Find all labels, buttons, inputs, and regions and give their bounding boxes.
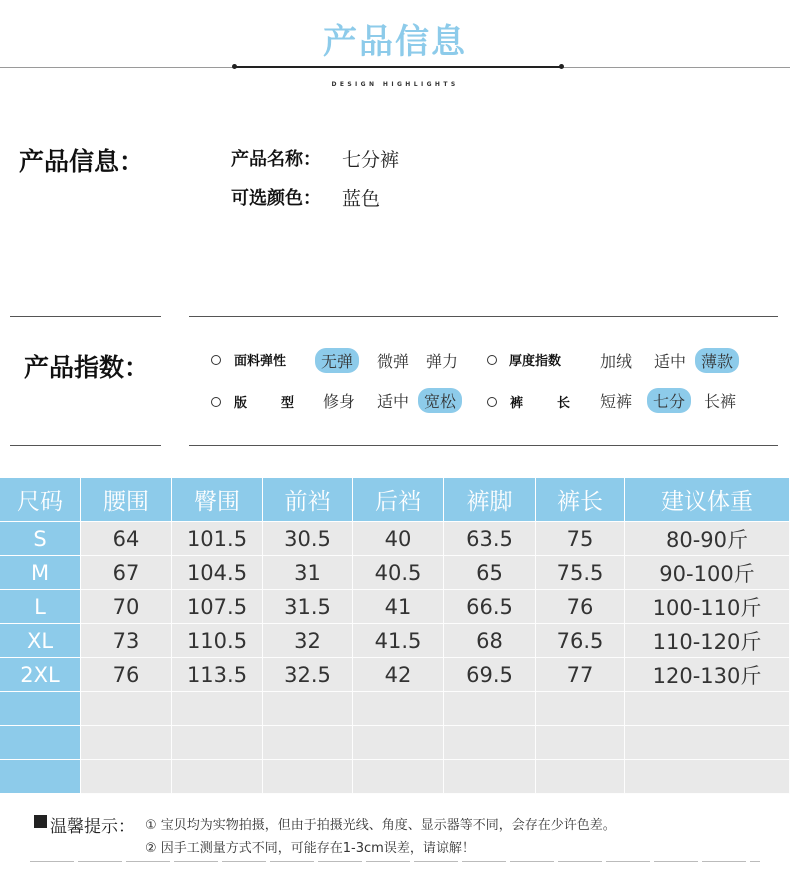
table-header-length: 裤长 (536, 478, 625, 522)
table-header-size: 尺码 (0, 478, 81, 522)
table-cell: 32 (263, 624, 353, 658)
table-cell: 40.5 (353, 556, 444, 590)
table-empty-cell (263, 726, 353, 760)
table-empty-cell (625, 726, 790, 760)
fit-label-char-2: 型 (281, 396, 295, 411)
tip-line-2: ② 因手工测量方式不同，可能存在1-3cm误差，请谅解！ (145, 841, 475, 856)
table-empty-cell (81, 726, 172, 760)
indices-section-title: 产品指数： (24, 353, 150, 382)
table-cell: 104.5 (172, 556, 263, 590)
table-size-cell: M (0, 556, 81, 590)
table-empty-cell (536, 760, 625, 794)
table-size-cell: XL (0, 624, 81, 658)
table-cell: 42 (353, 658, 444, 692)
table-empty-cell (353, 760, 444, 794)
table-empty-cell (263, 760, 353, 794)
table-size-cell: L (0, 590, 81, 624)
tip-square-icon (34, 815, 47, 828)
table-empty-cell (353, 692, 444, 726)
header-accent-bar (234, 66, 562, 68)
length-label-char-1: 裤 (510, 396, 524, 411)
table-empty-cell (353, 726, 444, 760)
color-label: 可选颜色： (231, 188, 321, 209)
table-empty-cell (0, 760, 81, 794)
table-empty-cell (444, 726, 536, 760)
bullet-circle-icon (211, 397, 221, 407)
elasticity-option-stretch: 弹力 (426, 352, 459, 371)
fit-label-char-1: 版 (234, 396, 248, 411)
table-cell: 77 (536, 658, 625, 692)
page-title: 产品信息 (323, 22, 467, 62)
elasticity-label: 面料弹性 (234, 354, 287, 369)
table-cell: 70 (81, 590, 172, 624)
length-option-long: 长裤 (704, 392, 737, 411)
thickness-option-medium: 适中 (654, 352, 687, 371)
table-cell: 76 (536, 590, 625, 624)
thickness-option-fleece: 加绒 (600, 352, 633, 371)
table-empty-cell (625, 760, 790, 794)
table-cell: 41 (353, 590, 444, 624)
table-cell: 75 (536, 522, 625, 556)
table-cell: 75.5 (536, 556, 625, 590)
table-cell: 64 (81, 522, 172, 556)
info-section-title: 产品信息： (19, 147, 145, 176)
table-cell: 100-110斤 (625, 590, 790, 624)
table-empty-cell (172, 692, 263, 726)
tip-line-1: ① 宝贝均为实物拍摄，但由于拍摄光线、角度、显示器等不同，会存在少许色差。 (145, 818, 616, 833)
table-cell: 63.5 (444, 522, 536, 556)
bullet-circle-icon (211, 355, 221, 365)
table-empty-cell (81, 692, 172, 726)
product-name-value: 七分裤 (342, 149, 400, 171)
fit-option-slim: 修身 (323, 392, 356, 411)
length-option-cropped: 七分 (647, 388, 691, 413)
header-bar-dot-left (232, 64, 237, 69)
table-cell: 120-130斤 (625, 658, 790, 692)
fit-option-loose: 宽松 (418, 388, 462, 413)
table-cell: 66.5 (444, 590, 536, 624)
table-empty-cell (536, 726, 625, 760)
table-cell: 65 (444, 556, 536, 590)
bullet-circle-icon (487, 355, 497, 365)
table-empty-cell (81, 760, 172, 794)
table-cell: 80-90斤 (625, 522, 790, 556)
table-header-waist: 腰围 (81, 478, 172, 522)
table-cell: 110.5 (172, 624, 263, 658)
table-header-leg-opening: 裤脚 (444, 478, 536, 522)
table-cell: 31.5 (263, 590, 353, 624)
table-empty-cell (444, 760, 536, 794)
table-header-weight: 建议体重 (625, 478, 790, 522)
table-empty-cell (625, 692, 790, 726)
table-cell: 107.5 (172, 590, 263, 624)
table-empty-cell (172, 726, 263, 760)
product-name-label: 产品名称： (231, 149, 321, 170)
fit-option-regular: 适中 (377, 392, 410, 411)
page-subtitle: DESIGN HIGHLIGHTS (331, 81, 459, 88)
elasticity-option-none: 无弹 (315, 348, 359, 373)
header-bar-dot-right (559, 64, 564, 69)
table-cell: 76.5 (536, 624, 625, 658)
tips-heading: 温馨提示： (50, 817, 135, 837)
color-value: 蓝色 (342, 188, 381, 210)
table-cell: 101.5 (172, 522, 263, 556)
indices-left-top-rule (10, 316, 161, 317)
length-label-char-2: 长 (557, 396, 571, 411)
table-empty-cell (263, 692, 353, 726)
elasticity-option-slight: 微弹 (377, 352, 410, 371)
thickness-option-thin: 薄款 (695, 348, 739, 373)
table-cell: 113.5 (172, 658, 263, 692)
indices-left-bottom-rule (10, 445, 161, 446)
table-empty-cell (0, 726, 81, 760)
table-cell: 110-120斤 (625, 624, 790, 658)
table-empty-cell (0, 692, 81, 726)
tips-bottom-rule (30, 861, 760, 862)
table-empty-cell (444, 692, 536, 726)
table-cell: 67 (81, 556, 172, 590)
table-empty-cell (536, 692, 625, 726)
table-cell: 31 (263, 556, 353, 590)
table-cell: 69.5 (444, 658, 536, 692)
table-empty-cell (172, 760, 263, 794)
table-cell: 76 (81, 658, 172, 692)
length-option-shorts: 短裤 (600, 392, 633, 411)
table-cell: 41.5 (353, 624, 444, 658)
indices-right-bottom-rule (189, 445, 778, 446)
table-cell: 73 (81, 624, 172, 658)
bullet-circle-icon (487, 397, 497, 407)
indices-right-top-rule (189, 316, 778, 317)
table-cell: 30.5 (263, 522, 353, 556)
table-cell: 32.5 (263, 658, 353, 692)
thickness-label: 厚度指数 (509, 354, 562, 369)
table-cell: 90-100斤 (625, 556, 790, 590)
table-size-cell: S (0, 522, 81, 556)
table-cell: 68 (444, 624, 536, 658)
table-size-cell: 2XL (0, 658, 81, 692)
table-header-hip: 臀围 (172, 478, 263, 522)
table-header-back-rise: 后裆 (353, 478, 444, 522)
table-cell: 40 (353, 522, 444, 556)
table-header-front-rise: 前裆 (263, 478, 353, 522)
